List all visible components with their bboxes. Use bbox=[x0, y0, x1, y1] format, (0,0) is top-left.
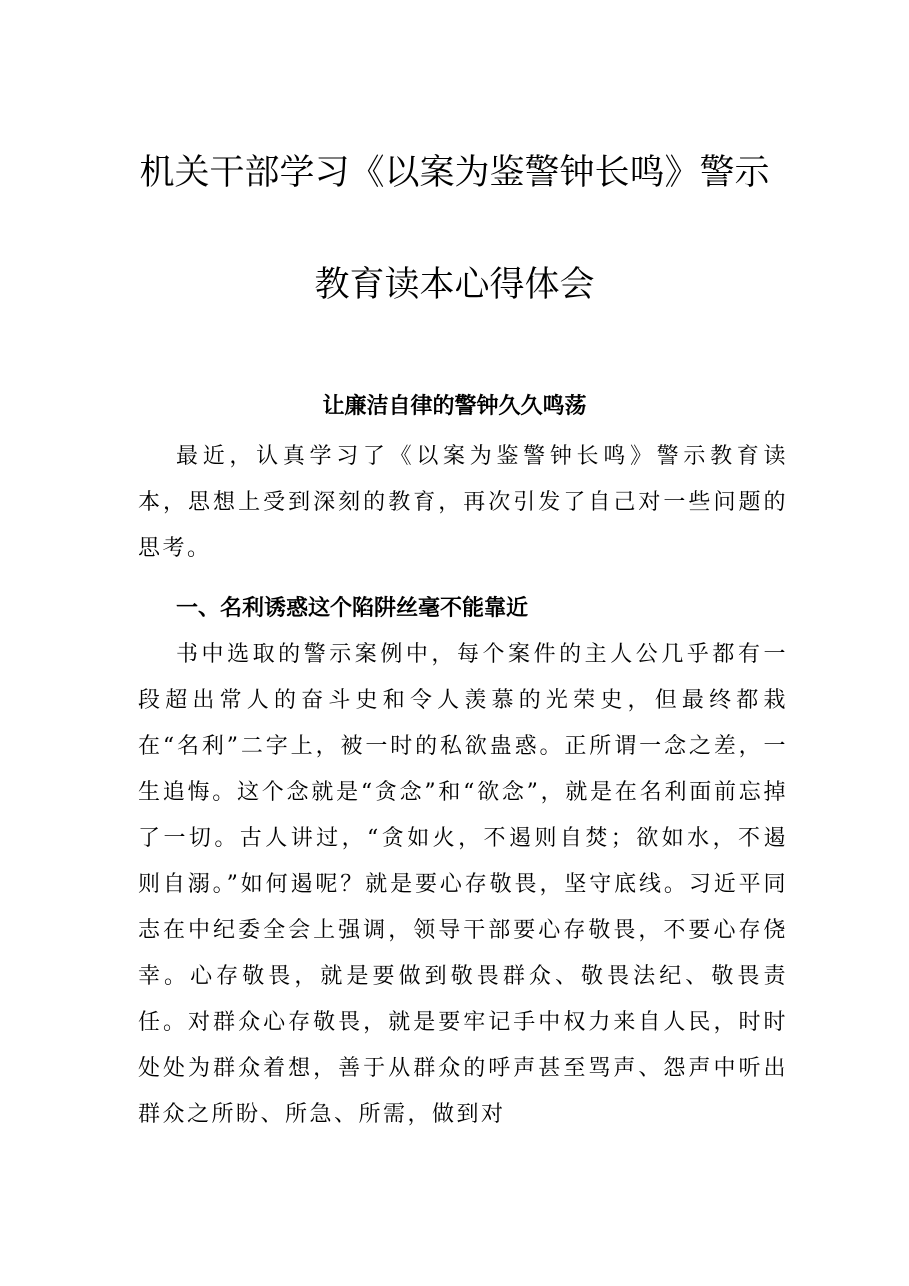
section-heading-1: 一、名利诱惑这个陷阱丝毫不能靠近 bbox=[176, 596, 529, 621]
paragraph-intro: 最近，认真学习了《以案为鉴警钟长鸣》警示教育读本，思想上受到深刻的教育，再次引发了自己对一些问题的思考。 bbox=[138, 444, 788, 561]
paragraph-section-1: 书中选取的警示案例中，每个案件的主人公几乎都有一段超出常人的奋斗史和令人羡慕的光荣史，但最终都栽在“名利”二字上，被一时的私欲蛊惑。正所谓一念之差，一生追悔。这个念就是“贪念”和“欲念”，就是在名利面前忘掉了一切。古人讲过，“贪如火，不遏则自焚；欲如水，不遏则自溺。”如何遏呢？就是要心存敬畏，坚守底线。习近平同志在中纪委全会上强调，领导干部要心存敬畏，不要心存侥幸。心存敬畏，就是要做到敬畏群众、敬畏法纪、敬畏责任。对群众心存敬畏，就是要牢记手中权力来自人民，时时处处为群众着想，善于从群众的呼声甚至骂声、怨声中听出群众之所盼、所急、所需，做到对 bbox=[138, 642, 788, 1127]
document-subtitle: 让廉洁自律的警钟久久鸣荡 bbox=[322, 394, 587, 419]
document-title-line-2: 教育读本心得体会 bbox=[314, 265, 595, 305]
document-title-line-1: 机关干部学习《以案为鉴警钟长鸣》警示 bbox=[139, 153, 770, 193]
